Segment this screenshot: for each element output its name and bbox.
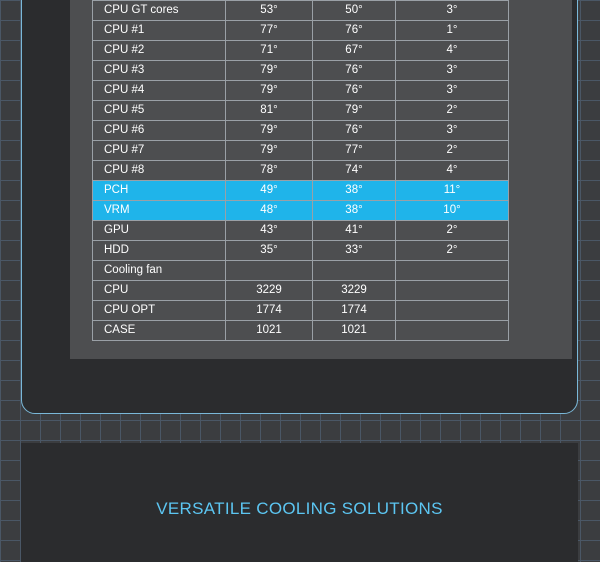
value-cell: 35° bbox=[226, 241, 313, 261]
table-row bbox=[93, 261, 509, 281]
value-cell: 1774 bbox=[313, 301, 396, 321]
value-cell: 79° bbox=[226, 121, 313, 141]
value-cell: 50° bbox=[313, 1, 396, 21]
value-cell bbox=[396, 281, 509, 301]
row-label-cell: CPU bbox=[93, 281, 226, 301]
value-cell: 49° bbox=[226, 181, 313, 201]
table-row bbox=[93, 281, 509, 301]
row-label-cell: CPU #1 bbox=[93, 21, 226, 41]
row-label-cell: CPU #5 bbox=[93, 101, 226, 121]
row-label-cell: CPU #7 bbox=[93, 141, 226, 161]
value-cell: 38° bbox=[313, 201, 396, 221]
row-label-cell: CPU OPT bbox=[93, 301, 226, 321]
value-cell: 2° bbox=[396, 241, 509, 261]
row-label-cell: Cooling fan bbox=[93, 261, 226, 281]
value-cell: 3° bbox=[396, 1, 509, 21]
row-label-cell: CPU #3 bbox=[93, 61, 226, 81]
table-row bbox=[93, 121, 509, 141]
value-cell: 76° bbox=[313, 81, 396, 101]
value-cell bbox=[396, 261, 509, 281]
value-cell bbox=[396, 301, 509, 321]
value-cell: 74° bbox=[313, 161, 396, 181]
value-cell: 38° bbox=[313, 181, 396, 201]
value-cell: 67° bbox=[313, 41, 396, 61]
row-label-cell: CPU #4 bbox=[93, 81, 226, 101]
value-cell: 48° bbox=[226, 201, 313, 221]
table-row bbox=[93, 321, 509, 341]
value-cell: 41° bbox=[313, 221, 396, 241]
value-cell: 77° bbox=[313, 141, 396, 161]
value-cell bbox=[396, 321, 509, 341]
value-cell bbox=[313, 261, 396, 281]
row-label-cell: HDD bbox=[93, 241, 226, 261]
value-cell: 3° bbox=[396, 121, 509, 141]
table-row-highlighted bbox=[93, 181, 509, 201]
value-cell: 1021 bbox=[226, 321, 313, 341]
table-row bbox=[93, 301, 509, 321]
value-cell: 79° bbox=[226, 141, 313, 161]
value-cell: 77° bbox=[226, 21, 313, 41]
row-label-cell: CPU #2 bbox=[93, 41, 226, 61]
section-title: VERSATILE COOLING SOLUTIONS bbox=[156, 499, 443, 518]
value-cell: 79° bbox=[226, 81, 313, 101]
value-cell: 1774 bbox=[226, 301, 313, 321]
value-cell: 43° bbox=[226, 221, 313, 241]
value-cell: 4° bbox=[396, 41, 509, 61]
value-cell: 1° bbox=[396, 21, 509, 41]
table-row bbox=[93, 141, 509, 161]
value-cell: 79° bbox=[226, 61, 313, 81]
footer-section bbox=[21, 443, 578, 562]
value-cell: 3229 bbox=[313, 281, 396, 301]
value-cell: 3° bbox=[396, 81, 509, 101]
value-cell: 3229 bbox=[226, 281, 313, 301]
value-cell: 10° bbox=[396, 201, 509, 221]
value-cell: 81° bbox=[226, 101, 313, 121]
value-cell: 71° bbox=[226, 41, 313, 61]
table-row bbox=[93, 41, 509, 61]
table-row bbox=[93, 21, 509, 41]
table-row-highlighted bbox=[93, 201, 509, 221]
value-cell bbox=[226, 261, 313, 281]
row-label-cell: CPU #6 bbox=[93, 121, 226, 141]
value-cell: 2° bbox=[396, 221, 509, 241]
table-row bbox=[93, 81, 509, 101]
value-cell: 2° bbox=[396, 141, 509, 161]
row-label-cell: CASE bbox=[93, 321, 226, 341]
row-label-cell: VRM bbox=[93, 201, 226, 221]
value-cell: 79° bbox=[313, 101, 396, 121]
value-cell: 76° bbox=[313, 21, 396, 41]
table-row bbox=[93, 1, 509, 21]
table-row bbox=[93, 241, 509, 261]
row-label-cell: GPU bbox=[93, 221, 226, 241]
table-row bbox=[93, 161, 509, 181]
value-cell: 33° bbox=[313, 241, 396, 261]
value-cell: 4° bbox=[396, 161, 509, 181]
temperature-table bbox=[92, 0, 509, 341]
table-row bbox=[93, 221, 509, 241]
row-label-cell: PCH bbox=[93, 181, 226, 201]
row-label-cell: CPU #8 bbox=[93, 161, 226, 181]
value-cell: 11° bbox=[396, 181, 509, 201]
value-cell: 76° bbox=[313, 121, 396, 141]
table-row bbox=[93, 61, 509, 81]
value-cell: 76° bbox=[313, 61, 396, 81]
table-row bbox=[93, 101, 509, 121]
temperature-table-body bbox=[93, 1, 509, 341]
row-label-cell: CPU GT cores bbox=[93, 1, 226, 21]
value-cell: 3° bbox=[396, 61, 509, 81]
value-cell: 2° bbox=[396, 101, 509, 121]
value-cell: 1021 bbox=[313, 321, 396, 341]
value-cell: 53° bbox=[226, 1, 313, 21]
value-cell: 78° bbox=[226, 161, 313, 181]
